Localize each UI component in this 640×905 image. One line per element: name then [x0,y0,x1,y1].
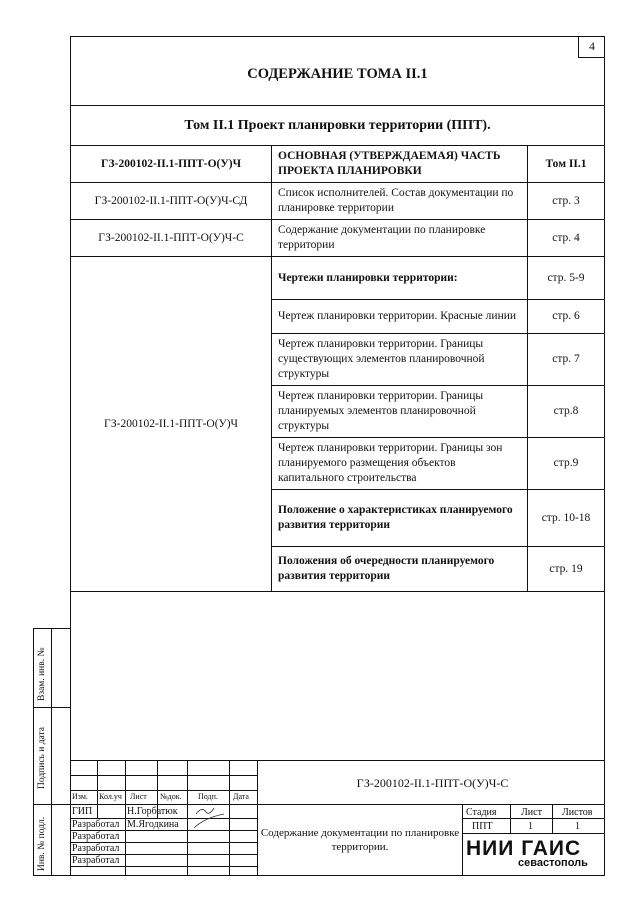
doc-code: ГЗ-200102-II.1-ППТ-О(У)Ч-СД [71,183,272,220]
contents-table [70,145,605,592]
sheet-value: 1 [528,821,533,832]
sheets-value: 1 [575,821,580,832]
sheets-label: Листов [562,807,593,818]
doc-name: Чертеж планировки территории. Границы существующих элементов планировочной структуры [272,334,528,386]
doc-page: стр. 6 [528,300,605,334]
divider [51,629,52,875]
org-logo: НИИ ГАИС [466,837,582,860]
divider [70,760,605,761]
doc-page: стр. 7 [528,334,605,386]
doc-code: ГЗ-200102-II.1-ППТ-О(У)Ч-С [71,220,272,257]
doc-page: стр. 10-18 [528,490,605,547]
doc-name: Чертеж планировки территории. Границы планируемых элементов планировочной структуры [272,386,528,438]
divider [552,804,553,834]
divider [462,818,605,819]
doc-page: стр.8 [528,386,605,438]
stamp-role: Разработал [72,843,120,854]
doc-code: ГЗ-200102-II.1-ППТ-О(У)Ч [71,257,272,592]
page-title: СОДЕРЖАНИЕ ТОМА II.1 [247,66,428,82]
doc-page: стр.9 [528,438,605,490]
doc-name: Чертеж планировки территории. Красные линии [272,300,528,334]
stamp-person: Н.Горбатюк [127,806,178,817]
doc-page: Том II.1 [528,146,605,183]
divider [462,804,463,876]
stage-value: ППТ [472,821,493,832]
side-label-podpis: Подпись и дата [37,726,47,789]
stamp-role: Разработал [72,819,120,830]
divider [125,760,126,876]
divider [510,804,511,834]
doc-page: стр. 19 [528,547,605,592]
stamp-header: Изм. [72,792,88,801]
volume-title: Том II.1 Проект планировки территории (ППТ). [184,118,491,133]
divider [34,804,70,805]
divider [34,707,70,708]
doc-name: ОСНОВНАЯ (УТВЕРЖДАЕМАЯ) ЧАСТЬ ПРОЕКТА ПЛАНИРОВКИ [272,146,528,183]
table-row [71,146,605,183]
divider [257,760,258,876]
doc-page: стр. 5-9 [528,257,605,300]
divider [462,833,605,834]
doc-code: ГЗ-200102-II.1-ППТ-О(У)Ч [71,146,272,183]
stamp-header: Лист [130,792,147,801]
doc-name: Содержание документации по планировке территории [272,220,528,257]
stamp-code: ГЗ-200102-II.1-ППТ-О(У)Ч-С [356,776,509,790]
table-row [71,183,605,220]
stamp-header: Дата [233,792,249,801]
side-stamp [33,628,70,876]
org-city: севастополь [518,857,588,869]
side-label-vzam: Взам. инв. № [37,647,47,701]
doc-name: Положения об очередности планируемого развития территории [272,547,528,592]
doc-title: Содержание документации по планировке территории. [260,827,460,853]
page-number: 4 [578,36,605,58]
divider [70,804,605,805]
stamp-header: Кол.уч [99,792,122,801]
stamp-header: Подп. [198,792,218,801]
table-row [71,220,605,257]
stamp-header: №док. [160,792,182,801]
sheet-label: Лист [521,807,542,818]
side-label-inv: Инв. № подл. [37,816,47,871]
stamp-role: Разработал [72,831,120,842]
stage-label: Стадия [466,807,497,818]
divider [70,105,605,106]
doc-name: Положение о характеристиках планируемого развития территории [272,490,528,547]
doc-name: Чертеж планировки территории. Границы зон планируемого размещения объектов капитального строительства [272,438,528,490]
doc-page: стр. 4 [528,220,605,257]
stamp-role: Разработал [72,855,120,866]
doc-name: Чертежи планировки территории: [272,257,528,300]
stamp-role: ГИП [72,806,93,817]
doc-name: Список исполнителей. Состав документации по планировке территории [272,183,528,220]
stamp-person: М.Ягодкина [127,819,179,830]
divider [97,760,98,818]
signature-icon [190,804,230,832]
table-row [71,257,605,300]
doc-page: стр. 3 [528,183,605,220]
divider [187,760,188,876]
